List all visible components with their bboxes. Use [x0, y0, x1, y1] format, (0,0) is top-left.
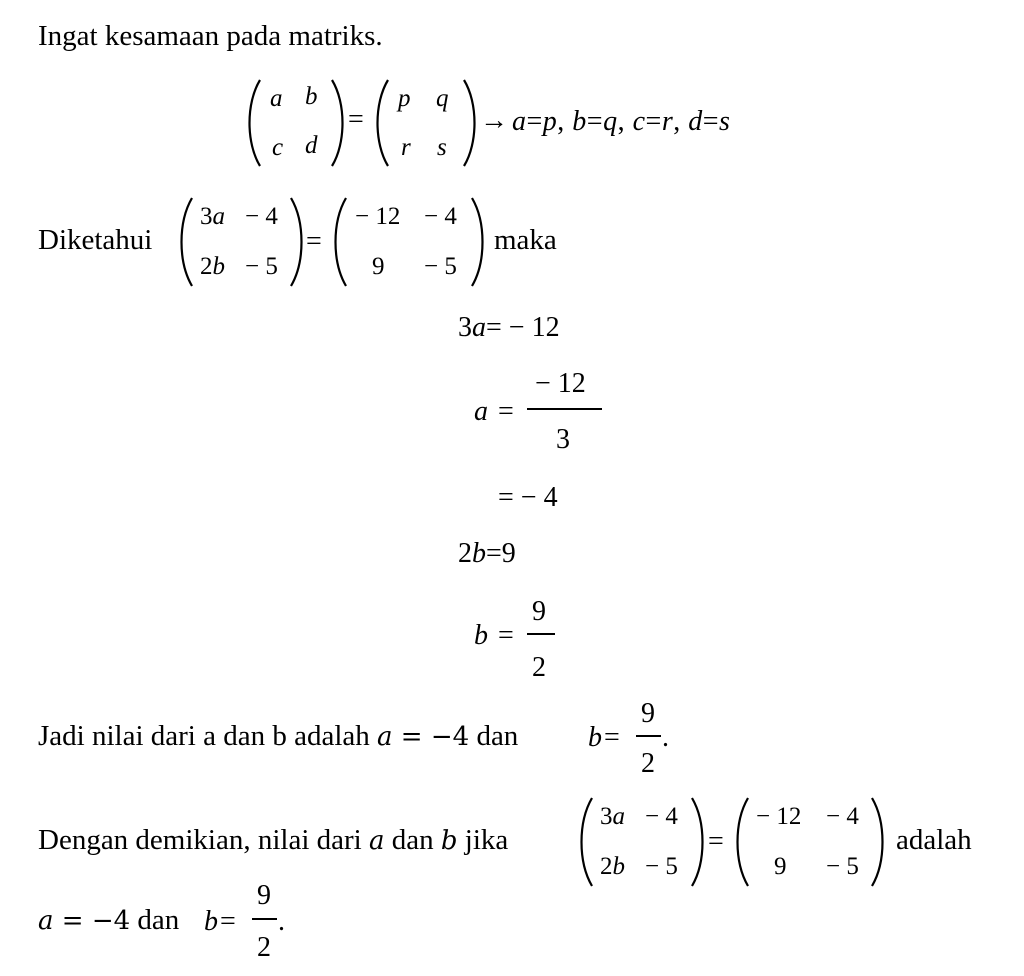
- matrix-cell: r: [401, 134, 411, 161]
- conclusion-2-text: Dengan demikian, nilai dari a dan b jika: [38, 824, 509, 856]
- matrix-cell: − 5: [826, 853, 859, 880]
- conclusion-1-b: b: [588, 722, 602, 753]
- conclusion-2-eq: =: [220, 906, 236, 937]
- conclusion-1-text: Jadi nilai dari a dan b adalah a = −4 dan: [38, 720, 519, 752]
- step-5-denominator: 2: [532, 652, 546, 683]
- conclusion-1-period: .: [662, 722, 669, 753]
- step-2-numerator: − 12: [535, 368, 586, 399]
- fraction-bar: [527, 633, 555, 635]
- matrix-cell: 2b: [200, 253, 225, 280]
- matrix-cell: q: [436, 85, 449, 112]
- conclusion-1-eq: =: [604, 722, 620, 753]
- equals-sign: =: [708, 826, 724, 857]
- step-2-eq: =: [498, 396, 514, 427]
- step-3: = − 4: [498, 482, 558, 513]
- fraction-bar: [527, 408, 602, 410]
- left-paren: [576, 796, 596, 888]
- matrix-cell: − 4: [424, 203, 457, 230]
- matrix-cell: 9: [774, 853, 787, 880]
- step-4: 2b=9: [458, 538, 516, 569]
- step-2-lhs: a: [474, 396, 488, 427]
- given-prefix: Diketahui: [38, 224, 153, 256]
- right-paren: [328, 78, 348, 168]
- matrix-cell: 2b: [600, 853, 625, 880]
- right-paren: [468, 196, 488, 288]
- given-suffix: maka: [494, 224, 557, 256]
- left-paren: [330, 196, 350, 288]
- left-paren: [732, 796, 752, 888]
- conclusion-2-numerator: 9: [257, 880, 271, 911]
- equals-sign: =: [306, 226, 322, 257]
- rule-result: a=p, b=q, c=r, d=s: [512, 106, 731, 137]
- matrix-cell: − 4: [245, 203, 278, 230]
- conclusion-2-period: .: [278, 906, 285, 937]
- matrix-cell: − 4: [826, 803, 859, 830]
- adalah-text: adalah: [896, 824, 972, 856]
- matrix-cell: b: [305, 83, 318, 110]
- step-5-lhs: b: [474, 620, 488, 651]
- matrix-cell: − 12: [756, 803, 802, 830]
- step-5-eq: =: [498, 620, 514, 651]
- left-paren: [176, 196, 196, 288]
- matrix-cell: − 5: [645, 853, 678, 880]
- fraction-bar: [252, 918, 277, 920]
- right-paren: [287, 196, 307, 288]
- intro-text: Ingat kesamaan pada matriks.: [38, 20, 383, 52]
- step-1: 3a= − 12: [458, 312, 560, 343]
- conclusion-2-final: a = −4 dan: [38, 904, 180, 936]
- matrix-cell: − 5: [245, 253, 278, 280]
- equals-sign: =: [348, 104, 364, 135]
- fraction-bar: [636, 735, 661, 737]
- matrix-cell: − 5: [424, 253, 457, 280]
- left-paren: [372, 78, 392, 168]
- matrix-cell: − 4: [645, 803, 678, 830]
- matrix-cell: a: [270, 85, 283, 112]
- matrix-cell: 9: [372, 253, 385, 280]
- matrix-cell: c: [272, 134, 284, 161]
- matrix-cell: p: [398, 85, 411, 112]
- right-paren: [868, 796, 888, 888]
- conclusion-2-denominator: 2: [257, 932, 271, 963]
- arrow-icon: →: [480, 105, 508, 136]
- step-5-numerator: 9: [532, 596, 546, 627]
- matrix-cell: 3a: [200, 203, 225, 230]
- conclusion-2-b: b: [204, 906, 218, 937]
- right-paren: [688, 796, 708, 888]
- matrix-cell: 3a: [600, 803, 625, 830]
- matrix-cell: s: [437, 134, 447, 161]
- matrix-cell: d: [305, 132, 318, 159]
- conclusion-1-numerator: 9: [641, 698, 655, 729]
- matrix-cell: − 12: [355, 203, 401, 230]
- right-paren: [460, 78, 480, 168]
- left-paren: [244, 78, 264, 168]
- conclusion-1-denominator: 2: [641, 748, 655, 779]
- step-2-denominator: 3: [556, 424, 570, 455]
